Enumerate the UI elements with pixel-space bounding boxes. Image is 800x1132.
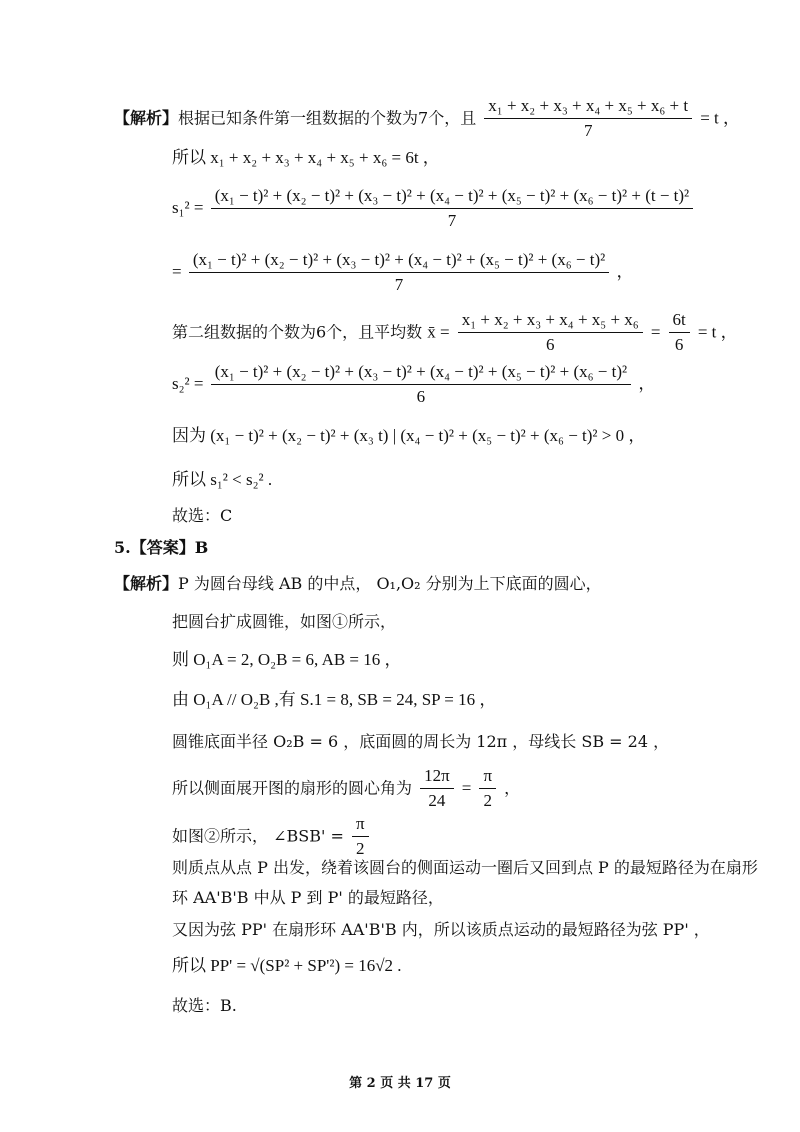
q5-answer: 5.【答案】B bbox=[114, 538, 209, 557]
q4-sum-line: 所以 x₁ + x₂ + x₃ + x₄ + x₅ + x₆ = 6t ， bbox=[172, 148, 440, 167]
q4-intro-text: 根据已知条件第一组数据的个数为7个，且 bbox=[178, 108, 477, 128]
q4-mean-tail: = t ， bbox=[700, 108, 741, 128]
q5-bsb-numerator: π bbox=[352, 814, 369, 837]
q4-group2-denominator: 6 bbox=[545, 335, 555, 355]
q5-angle-denominator: 24 bbox=[428, 791, 446, 811]
q5-line6-tail: ， bbox=[504, 778, 521, 798]
q4-s1-numerator: (x₁ − t)² + (x₂ − t)² + (x₃ − t)² + (x₄ − t)² + (x₅ − t)² + (x₆ − t)² + (t − t)² bbox=[211, 186, 693, 209]
q4-group2-intro: 第二组数据的个数为6个，且平均数 bbox=[172, 322, 423, 342]
q5-bsb-fraction bbox=[352, 814, 369, 860]
q4-mean-fraction bbox=[484, 96, 692, 142]
q5-angle-eq: = bbox=[461, 778, 472, 798]
q4-s1-lhs: s₁² = bbox=[172, 197, 204, 217]
q4-group2-denominator2: 6 bbox=[674, 335, 684, 355]
q4-s2-formula bbox=[172, 362, 655, 408]
q4-group2-xbar: x̄ = bbox=[427, 322, 450, 342]
q4-s2-fraction bbox=[211, 362, 631, 408]
q5-line11: 所以 PP' = √(SP² + SP'²) = 16√2 . bbox=[172, 956, 402, 975]
q4-group2-fraction2 bbox=[669, 310, 690, 356]
q4-s1b-denominator: 7 bbox=[394, 275, 404, 295]
q4-group2-eq: = bbox=[650, 322, 661, 342]
q4-s1b-fraction bbox=[189, 250, 609, 296]
analysis-label: 【解析】 bbox=[114, 108, 179, 128]
q4-because-line: 因为 (x₁ − t)² + (x₂ − t)² + (x₃ t) | (x₄ − t)² + (x₅ − t)² + (x₆ − t)² > 0 ， bbox=[172, 426, 646, 445]
q4-s1-fraction bbox=[211, 186, 693, 232]
q5-line7 bbox=[172, 814, 372, 860]
q4-s1b-numerator: (x₁ − t)² + (x₂ − t)² + (x₃ − t)² + (x₄ − t)² + (x₅ − t)² + (x₆ − t)² bbox=[189, 250, 609, 273]
q5-angle-numerator2: π bbox=[479, 766, 496, 789]
q5-angle-fraction bbox=[420, 766, 454, 812]
q4-s1b-tail: ， bbox=[616, 261, 634, 281]
q4-group2-numerator: x₁ + x₂ + x₃ + x₄ + x₅ + x₆ bbox=[458, 310, 643, 333]
q5-angle-numerator: 12π bbox=[420, 766, 454, 789]
q4-choice: 故选：C bbox=[172, 506, 233, 525]
q4-group2-tail: = t ， bbox=[697, 322, 738, 342]
q4-s2-numerator: (x₁ − t)² + (x₂ − t)² + (x₃ − t)² + (x₄ − t)² + (x₅ − t)² + (x₆ − t)² bbox=[211, 362, 631, 385]
q4-s2-lhs: s₂² = bbox=[172, 373, 204, 393]
q5-line1 bbox=[114, 574, 602, 593]
q4-s1-formula bbox=[172, 186, 696, 232]
q5-line3: 则 O₁A = 2, O₂B = 6, AB = 16 ， bbox=[172, 650, 402, 669]
q5-line8: 则质点从点 P 出发，绕着该圆台的侧面运动一圈后又回到点 P 的最短路径为在扇形 bbox=[172, 858, 758, 877]
q4-group2-numerator2: 6t bbox=[669, 310, 690, 333]
q5-line2: 把圆台扩成圆锥，如图①所示， bbox=[172, 612, 397, 631]
q5-line1-text: P 为圆台母线 AB 的中点， O₁,O₂ 分别为上下底面的圆心， bbox=[178, 574, 602, 593]
q5-line6-pre: 所以侧面展开图的扇形的圆心角为 bbox=[172, 778, 413, 798]
q5-line6 bbox=[172, 766, 520, 812]
q4-s1b-formula bbox=[172, 250, 633, 296]
q5-angle-fraction2 bbox=[479, 766, 496, 812]
q5-angle-denominator2: 2 bbox=[483, 791, 493, 811]
q4-group2-line bbox=[172, 310, 738, 356]
q5-bsb-denominator: 2 bbox=[356, 839, 365, 859]
q5-line4: 由 O₁A // O₂B ,有 S.1 = 8, SB = 24, SP = 16 ， bbox=[172, 690, 497, 709]
q5-line7-pre: 如图②所示， ∠BSB' = bbox=[172, 826, 344, 846]
q4-intro-line bbox=[114, 96, 740, 142]
q4-s1-denominator: 7 bbox=[447, 211, 457, 231]
q4-group2-fraction bbox=[458, 310, 643, 356]
q5-line9: 环 AA'B'B 中从 P 到 P' 的最短路径， bbox=[172, 888, 444, 907]
q4-s2-tail: ， bbox=[638, 373, 656, 393]
q4-mean-denominator: 7 bbox=[583, 121, 593, 141]
q4-s1b-lhs: = bbox=[172, 261, 182, 281]
q5-choice: 故选：B. bbox=[172, 996, 237, 1015]
page-footer: 第 2 页 共 17 页 bbox=[349, 1076, 451, 1091]
q5-line10: 又因为弦 PP' 在扇形环 AA'B'B 内，所以该质点运动的最短路径为弦 PP' ， bbox=[172, 920, 710, 939]
q4-mean-numerator: x₁ + x₂ + x₃ + x₄ + x₅ + x₆ + t bbox=[484, 96, 692, 119]
analysis-label: 【解析】 bbox=[114, 574, 179, 593]
q5-line5: 圆锥底面半径 O₂B = 6 ，底面圆的周长为 12π ，母线长 SB = 24 ， bbox=[172, 732, 670, 751]
q4-conclusion-line: 所以 s₁² < s₂² . bbox=[172, 470, 273, 489]
q4-s2-denominator: 6 bbox=[416, 387, 426, 407]
